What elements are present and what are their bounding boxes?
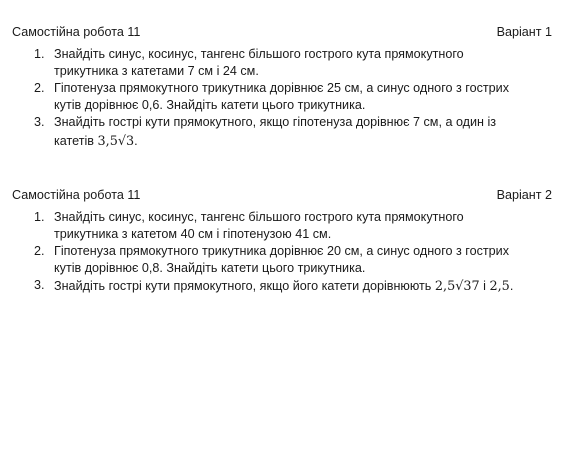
- math-expression: 2,5: [489, 279, 510, 294]
- variant-label: Варіант 2: [496, 188, 552, 202]
- task-number: 3.: [34, 115, 45, 129]
- task-text-line: Гіпотенуза прямокутного трикутника дорівнює 25 см, а синус одного з гострих: [54, 81, 510, 95]
- task-text-line: Знайдіть синус, косинус, тангенс більшого гострого кута прямокутного: [54, 210, 464, 224]
- task-text-fragment: Знайдіть гострі кути прямокутного, якщо його катети дорівнюють: [54, 279, 435, 293]
- math-expression: 3,5√3: [97, 133, 135, 149]
- task-text-line: кутів дорівнює 0,6. Знайдіть катети цього трикутника.: [54, 97, 366, 112]
- math-expression: 2,5√37: [434, 279, 480, 294]
- task-text-fragment: катетів: [54, 133, 98, 148]
- variant-2-header: [12, 187, 554, 204]
- task-list: [12, 46, 554, 152]
- task-text-line-with-math: [54, 131, 554, 152]
- task-text-line: трикутника з катетом 40 см і гіпотенузою 41 см.: [54, 226, 332, 241]
- task-text-fragment: .: [509, 279, 514, 293]
- task-number: 3.: [34, 278, 45, 292]
- work-title: Самостійна робота 11: [12, 188, 141, 202]
- task-number: 2.: [34, 81, 45, 95]
- task-item: [12, 277, 554, 296]
- task-item: [12, 243, 554, 276]
- variant-2-section: [12, 187, 554, 297]
- variant-1-section: [12, 24, 554, 153]
- task-text-line-with-math: [54, 277, 554, 296]
- task-text-fragment: і: [479, 279, 490, 293]
- task-text-line: Знайдіть синус, косинус, тангенс більшого гострого кута прямокутного: [54, 47, 464, 61]
- task-text-line: трикутника з катетами 7 см і 24 см.: [54, 63, 259, 78]
- task-item: [12, 46, 554, 79]
- task-text-line: кутів дорівнює 0,8. Знайдіть катети цього трикутника.: [54, 260, 366, 275]
- task-list: [12, 209, 554, 296]
- task-item: [12, 114, 554, 152]
- task-number: 2.: [34, 244, 45, 258]
- task-item: [12, 80, 554, 113]
- variant-label: Варіант 1: [496, 25, 552, 39]
- task-number: 1.: [34, 210, 45, 224]
- task-text-fragment: .: [134, 133, 138, 148]
- task-text-line: Гіпотенуза прямокутного трикутника дорівнює 20 см, а синус одного з гострих: [54, 244, 510, 258]
- work-title: Самостійна робота 11: [12, 25, 141, 39]
- task-number: 1.: [34, 47, 45, 61]
- task-item: [12, 209, 554, 242]
- task-text-line: Знайдіть гострі кути прямокутного, якщо гіпотенуза дорівнює 7 см, а один із: [54, 115, 497, 129]
- variant-1-header: [12, 24, 554, 41]
